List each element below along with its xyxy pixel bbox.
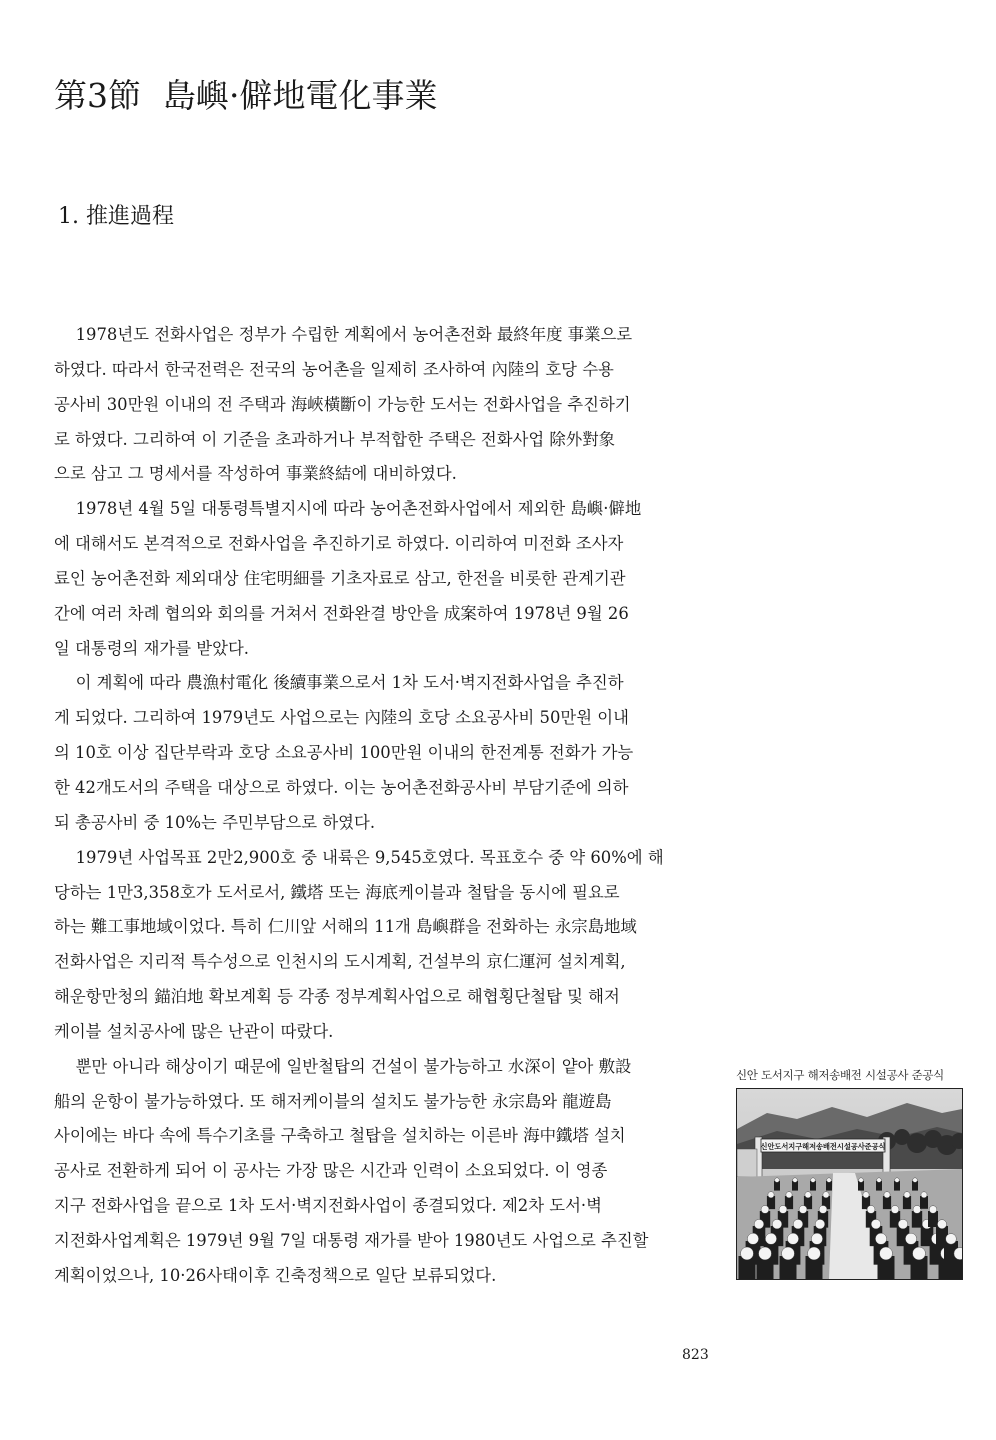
photo-helmet bbox=[929, 1206, 937, 1214]
text-line: 한 42개도서의 주택을 대상으로 하였다. 이는 농어촌전화공사비 부담기준에 의하 bbox=[54, 777, 629, 797]
ceremony-photo bbox=[736, 1088, 963, 1280]
photo-helmet bbox=[867, 1205, 875, 1213]
text-line: 船의 운항이 불가능하였다. 또 해저케이블의 설치도 불가능한 永宗島와 龍遊島 bbox=[54, 1091, 612, 1111]
paragraph bbox=[54, 318, 722, 492]
text-line: 공사로 전환하게 되어 이 공사는 가장 많은 시간과 인력이 소요되었다. 이 영종 bbox=[54, 1161, 608, 1181]
photo-helmet bbox=[808, 1247, 821, 1260]
photo-helmet bbox=[877, 1178, 882, 1183]
photo-helmet bbox=[786, 1192, 792, 1198]
text-line: 에 대해서도 본격적으로 전화사업을 추진하기로 하였다. 이리하여 미전화 조사자 bbox=[54, 534, 624, 554]
photo-helmet bbox=[946, 1234, 957, 1245]
photo-helmet bbox=[875, 1233, 886, 1244]
photo-helmet bbox=[761, 1205, 769, 1213]
text-line: 게 되었다. 그리하여 1979년도 사업으로는 內陸의 호당 소요공사비 50만원 이내 bbox=[54, 708, 629, 728]
photo-helmet bbox=[904, 1192, 910, 1198]
photo-helmet bbox=[793, 1219, 803, 1229]
text-line: 일 대통령의 재가를 받았다. bbox=[54, 638, 250, 658]
photo-helmet bbox=[782, 1247, 795, 1260]
photo-helmet bbox=[793, 1178, 798, 1183]
text-line: 해운항만청의 錨泊地 확보계획 등 각종 정부계획사업으로 해협횡단철탑 및 해저 bbox=[54, 987, 620, 1007]
photo-banner-text: 신안도서지구해저송배전시설공사준공식 bbox=[760, 1142, 886, 1151]
photo-helmet bbox=[913, 1205, 921, 1213]
text-line: 계획이었으나, 10·26사태이후 긴축정책으로 일단 보류되었다. bbox=[54, 1265, 497, 1285]
photo-helmet bbox=[827, 1178, 832, 1183]
section-number: 第3節 bbox=[54, 76, 141, 115]
page-number: 823 bbox=[682, 1347, 709, 1363]
text-line: 의 10호 이상 집단부락과 호당 소요공사비 100만원 이내의 한전계통 전화가 가능 bbox=[54, 743, 634, 763]
text-line: 전화사업은 지리적 특수성으로 인천시의 도시계획, 건설부의 京仁運河 설치계획, bbox=[54, 952, 626, 972]
section-heading: 島嶼·僻地電化事業 bbox=[163, 76, 438, 115]
photo-helmet bbox=[921, 1192, 927, 1198]
photo-helmet bbox=[863, 1192, 869, 1198]
photo-helmet bbox=[805, 1192, 811, 1198]
photo-helmet bbox=[859, 1178, 864, 1183]
photo-helmet bbox=[815, 1219, 825, 1229]
photo-helmet bbox=[811, 1233, 822, 1244]
text-line: 하는 難工事地域이었다. 특히 仁川앞 서해의 11개 島嶼群을 전화하는 永宗島地域 bbox=[54, 917, 637, 937]
photo-helmet bbox=[819, 1205, 827, 1213]
text-line: 케이블 설치공사에 많은 난관이 따랐다. bbox=[54, 1021, 334, 1041]
photo-helmet bbox=[787, 1233, 798, 1244]
text-line: 뿐만 아니라 해상이기 때문에 일반철탑의 건설이 불가능하고 水深이 얕아 敷設 bbox=[54, 1056, 632, 1076]
subsection-title: 1. 推進過程 bbox=[58, 204, 174, 229]
photo-helmet bbox=[772, 1219, 782, 1229]
text-line: 당하는 1만3,358호가 도서로서, 鐵塔 또는 海底케이블과 철탑을 동시에 필요로 bbox=[54, 882, 620, 902]
photo-helmet bbox=[898, 1219, 908, 1229]
photo-helmet bbox=[747, 1233, 758, 1244]
photo-helmet bbox=[891, 1205, 899, 1213]
photo-helmet bbox=[775, 1178, 780, 1183]
photo-helmet bbox=[779, 1205, 787, 1213]
text-line: 료인 농어촌전화 제외대상 住宅明細를 기초자료로 삼고, 한전을 비롯한 관계기관 bbox=[54, 568, 626, 588]
text-line: 이 계획에 따라 農漁村電化 後續事業으로서 1차 도서·벽지전화사업을 추진하 bbox=[54, 673, 624, 693]
text-line: 되 총공사비 중 10%는 주민부담으로 하였다. bbox=[54, 812, 376, 832]
text-line: 지전화사업계획은 1979년 9월 7일 대통령 재가를 받아 1980년도 사업으로 추진할 bbox=[54, 1230, 649, 1250]
photo-helmet bbox=[913, 1178, 918, 1183]
photo-helmet bbox=[895, 1178, 900, 1183]
photo-helmet bbox=[799, 1205, 807, 1213]
text-line: 1979년 사업목표 2만2,900호 중 내륙은 9,545호였다. 목표호수 중 약 60%에 해 bbox=[54, 847, 664, 867]
section-title bbox=[54, 76, 438, 116]
text-line: 공사비 30만원 이내의 전 주택과 海峽橫斷이 가능한 도서는 전화사업을 추진하기 bbox=[54, 394, 631, 414]
photo-helmet bbox=[759, 1247, 772, 1260]
photo-helmet bbox=[880, 1247, 893, 1260]
body-text bbox=[54, 318, 722, 1294]
photo-helmet bbox=[741, 1247, 754, 1260]
photo-caption: 신안 도서지구 해저송배전 시설공사 준공식 bbox=[736, 1068, 944, 1082]
photo-helmet bbox=[754, 1219, 764, 1229]
text-line: 사이에는 바다 속에 특수기초를 구축하고 철탑을 설치하는 이른바 海中鐵塔 설치 bbox=[54, 1126, 626, 1146]
photo-figure bbox=[736, 1067, 961, 1280]
paragraph bbox=[54, 492, 722, 666]
photo-helmet bbox=[811, 1178, 816, 1183]
photo-helmet bbox=[871, 1219, 881, 1229]
text-line: 1978년 4월 5일 대통령특별지시에 따라 농어촌전화사업에서 제외한 島嶼·僻地 bbox=[54, 499, 642, 519]
photo-helmet bbox=[823, 1192, 829, 1198]
text-line: 로 하였다. 그리하여 이 기준을 초과하거나 부적합한 주택은 전화사업 除外對象 bbox=[54, 429, 615, 449]
photo-helmet bbox=[905, 1233, 916, 1244]
photo-helmet bbox=[937, 1220, 946, 1229]
text-line: 하였다. 따라서 한국전력은 전국의 농어촌을 일제히 조사하여 內陸의 호당 수용 bbox=[54, 359, 614, 379]
text-line: 1978년도 전화사업은 정부가 수립한 계획에서 농어촌전화 最終年度 事業으로 bbox=[54, 325, 633, 344]
paragraph bbox=[54, 841, 722, 1050]
photo-helmet bbox=[765, 1233, 776, 1244]
text-line: 으로 삼고 그 명세서를 작성하여 事業終結에 대비하였다. bbox=[54, 464, 457, 484]
paragraph bbox=[54, 1050, 722, 1294]
photo-helmet bbox=[768, 1192, 774, 1198]
photo-helmet bbox=[913, 1247, 926, 1260]
text-line: 지구 전화사업을 끝으로 1차 도서·벽지전화사업이 종결되었다. 제2차 도서·벽 bbox=[54, 1196, 602, 1216]
paragraph bbox=[54, 666, 722, 840]
text-line: 간에 여러 차례 협의와 회의를 거쳐서 전화완결 방안을 成案하여 1978년 9월 26 bbox=[54, 603, 629, 623]
photo-helmet bbox=[884, 1192, 890, 1198]
